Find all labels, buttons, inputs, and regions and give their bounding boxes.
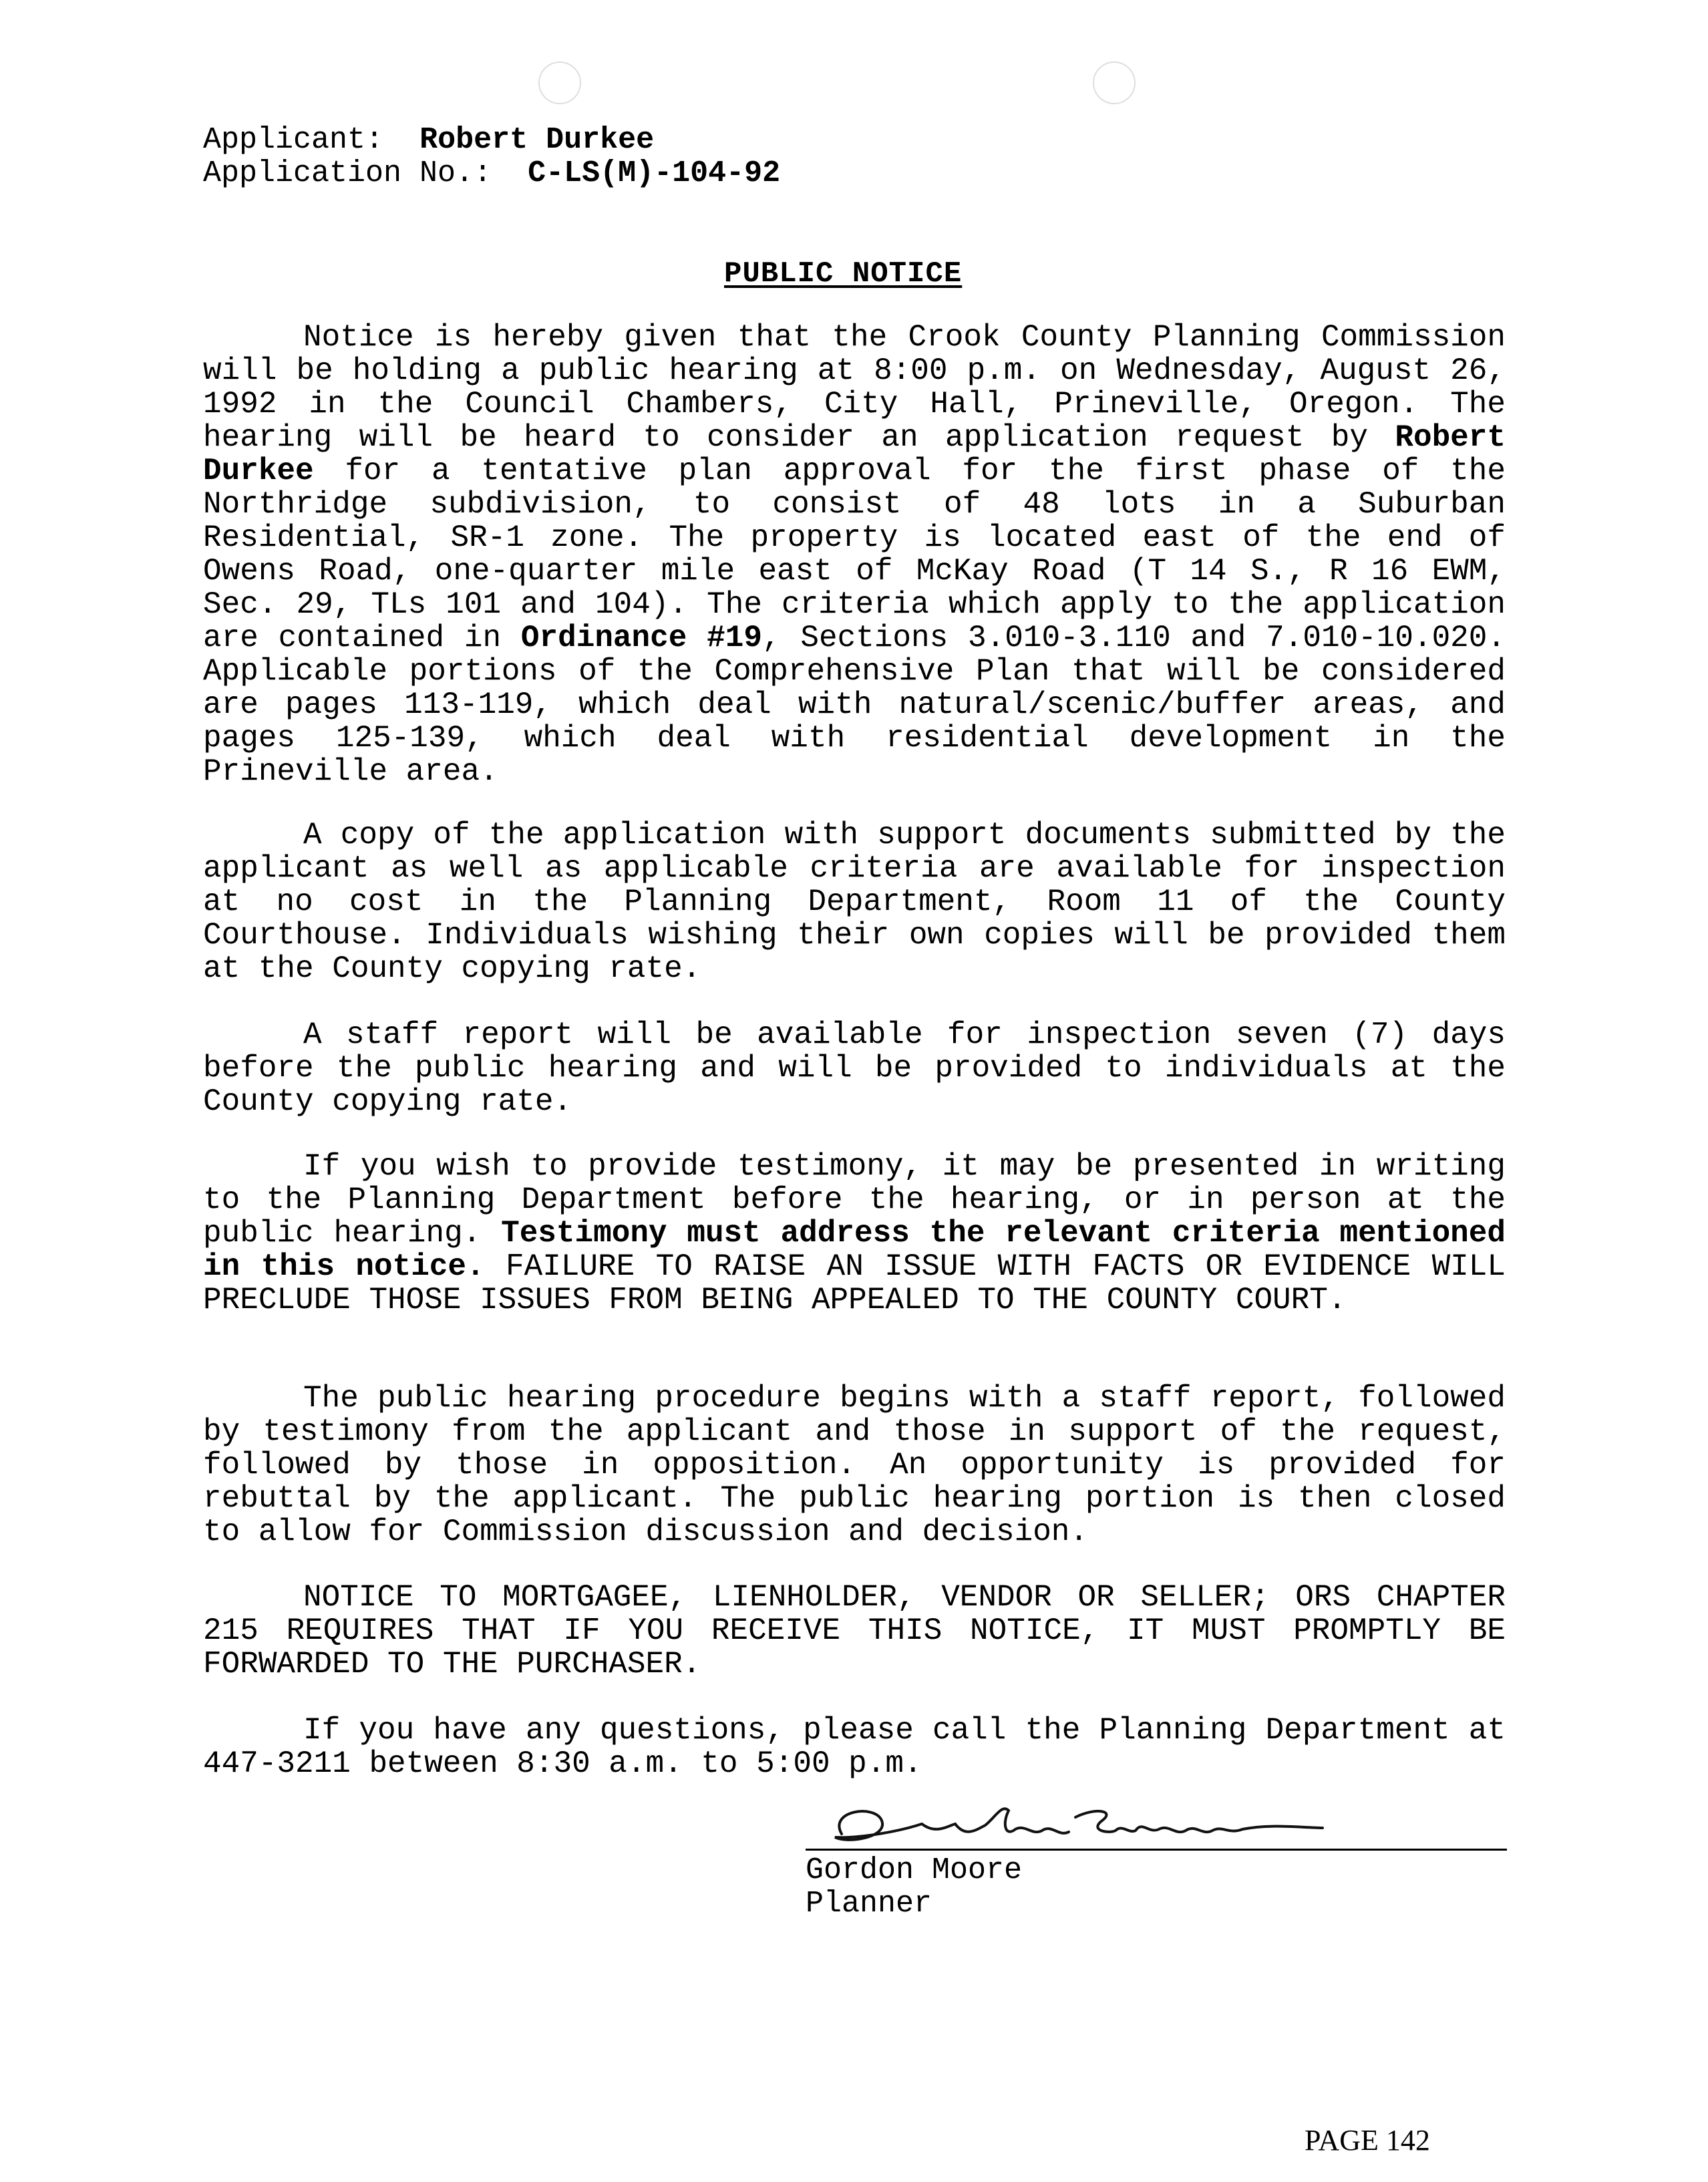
signer-name: Gordon Moore: [806, 1853, 1023, 1887]
p1-text-a: Notice is hereby given that the Crook County Planning Commission will be holding a public hearing at 8:00 p.m. on Wednesday, August 26, 1992 in the Council Chambers, City Hall, Prineville, Oregon. The hearing will be heard to consider an application request by: [203, 320, 1506, 455]
signature-line: [806, 1849, 1507, 1851]
p4-testimony-requirement: Testimony must address the relevant criteria mentioned in this notice.: [203, 1216, 1506, 1284]
signer-block: [806, 1854, 1022, 1921]
punch-hole-right: [1093, 61, 1136, 104]
document-header: [203, 124, 780, 190]
p1-ordinance: Ordinance #19: [520, 621, 762, 655]
paragraph-questions: [203, 1714, 1506, 1780]
p3-text: A staff report will be available for inspection seven (7) days before the public hearing and will be provided to individuals at the County copying rate.: [203, 1018, 1506, 1119]
paragraph-application-copy: [203, 818, 1506, 985]
paragraph-testimony: [203, 1150, 1506, 1317]
application-number-value: C-LS(M)-104-92: [528, 156, 781, 190]
paragraph-hearing-notice: [203, 321, 1506, 788]
p5-text: The public hearing procedure begins with a staff report, followed by testimony from the applicant and those in support of the request, followed by those in opposition. An opportunity is provided for rebuttal by the applicant. The public hearing portion is then closed to allow for Commission discussion and decision.: [203, 1381, 1506, 1549]
application-number-label: Application No.:: [203, 156, 492, 190]
p7-text: If you have any questions, please call the Planning Department at 447-3211 between 8:30 a.m. to 5:00 p.m.: [203, 1713, 1506, 1781]
p1-applicant-name: Robert Durkee: [203, 420, 1506, 488]
applicant-value: Robert Durkee: [419, 123, 655, 157]
p1-text-e: , Sections 3.010-3.110 and 7.010-10.020. Applicable portions of the Comprehensive Plan that will be considered are pages 113-119, which deal with natural/scenic/buffer areas, and pages 125-139, which deal with residential development in the Prineville area.: [203, 621, 1506, 789]
paragraph-mortgagee-notice: [203, 1581, 1506, 1681]
p6-text: NOTICE TO MORTGAGEE, LIENHOLDER, VENDOR OR SELLER; ORS CHAPTER 215 REQUIRES THAT IF YOU RECEIVE THIS NOTICE, IT MUST PROMPTLY BE FORWARDED TO THE PURCHASER.: [203, 1580, 1506, 1682]
document-title: PUBLIC NOTICE: [724, 257, 963, 291]
p4-text-a: If you wish to provide testimony, it may be presented in writing to the Planning Department before the hearing, or in person at the public hearing.: [203, 1149, 1506, 1251]
signer-role: Planner: [806, 1887, 932, 1921]
p1-text-c: for a tentative plan approval for the first phase of the Northridge subdivision, to consist of 48 lots in a Suburban Residential, SR-1 zone. The property is located east of the end of Owens Road, one-quarter mile east of McKay Road (T 14 S., R 16 EWM, Sec. 29, TLs 101 and 104). The criteria which apply to the application are contained in: [203, 454, 1506, 655]
page-number: PAGE 142: [1305, 2124, 1430, 2157]
paragraph-staff-report: [203, 1018, 1506, 1118]
punch-hole-left: [538, 61, 581, 104]
applicant-label: Applicant:: [203, 123, 384, 157]
p2-text: A copy of the application with support documents submitted by the applicant as well as applicable criteria are available for inspection at no cost in the Planning Department, Room 11 of the County Courthouse. Individuals wishing their own copies will be provided them at the County copying rate.: [203, 818, 1506, 986]
p4-text-c: FAILURE TO RAISE AN ISSUE WITH FACTS OR EVIDENCE WILL PRECLUDE THOSE ISSUES FROM BEING APPEALED TO THE COUNTY COURT.: [203, 1249, 1506, 1317]
paragraph-hearing-procedure: [203, 1382, 1506, 1549]
